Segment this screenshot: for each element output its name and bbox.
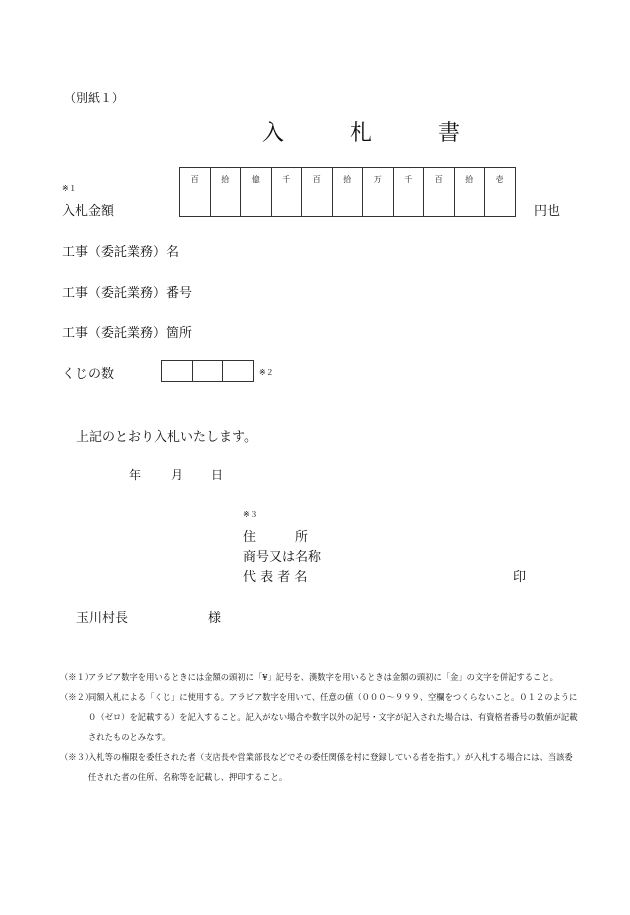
- attachment-label: （別紙１）: [64, 91, 125, 105]
- addressee-name: 玉川村長: [76, 611, 129, 626]
- company-name-label: 商号又は名称: [243, 550, 322, 565]
- digit-header: 拾: [343, 175, 352, 184]
- representative-label: 代 表 者 名: [243, 570, 308, 585]
- digit-cell[interactable]: [302, 168, 333, 217]
- footnotes: [60, 667, 580, 787]
- work-name-label: 工事（委託業務）名: [62, 245, 180, 260]
- digit-header: 千: [404, 175, 413, 184]
- digit-cell[interactable]: [485, 168, 516, 217]
- digit-cell[interactable]: [393, 168, 424, 217]
- lot-digit-cell[interactable]: [192, 361, 223, 382]
- note2-marker: ※２: [259, 368, 274, 377]
- digit-header: 拾: [465, 175, 474, 184]
- footnote-2: [60, 687, 580, 747]
- digit-cell[interactable]: [454, 168, 485, 217]
- footnote-1: [60, 667, 580, 687]
- lot-digit-cell[interactable]: [162, 361, 193, 382]
- footnote-3: [60, 747, 580, 787]
- footnote-marker: （※１）: [60, 672, 94, 682]
- lot-number-label: くじの数: [62, 367, 115, 382]
- footnote-marker: （※３）: [60, 752, 94, 762]
- addressee-honorific: 様: [208, 611, 222, 626]
- date-month: 月: [171, 468, 184, 482]
- bid-amount-grid: [179, 167, 516, 217]
- note3-marker: ※３: [243, 510, 258, 519]
- digit-cell[interactable]: [424, 168, 455, 217]
- digit-header: 百: [434, 175, 443, 184]
- lot-number-grid: [161, 360, 254, 382]
- bid-statement: 上記のとおり入札いたします。: [76, 430, 257, 445]
- digit-header: 百: [312, 175, 321, 184]
- seal-mark: 印: [513, 570, 527, 585]
- date-year: 年: [129, 468, 142, 482]
- footnote-text: 入札等の権限を委任された者（支店長や営業部長などでその委任関係を村に登録している者を指す。）が入札する場合には、当該委任された者の住所、名称等を記載し、押印すること。: [88, 752, 573, 782]
- digit-header: 拾: [221, 175, 230, 184]
- work-location-label: 工事（委託業務）箇所: [62, 326, 193, 341]
- digit-header: 壱: [495, 175, 504, 184]
- digit-header: 億: [251, 175, 260, 184]
- page-title: 入 札 書: [262, 121, 483, 146]
- digit-cell[interactable]: [210, 168, 241, 217]
- digit-cell[interactable]: [332, 168, 363, 217]
- lot-digit-cell[interactable]: [223, 361, 254, 382]
- digit-cell[interactable]: [241, 168, 272, 217]
- footnote-text: アラビア数字を用いるときには金額の頭初に「¥」記号を、漢数字を用いるときは金額の頭初に「金」の文字を併記すること。: [88, 672, 558, 682]
- digit-cell[interactable]: [180, 168, 211, 217]
- address-label: 住 所: [243, 530, 309, 545]
- digit-header: 万: [373, 175, 382, 184]
- date-day: 日: [211, 468, 224, 482]
- footnote-marker: （※２）: [60, 692, 94, 702]
- work-number-label: 工事（委託業務）番号: [62, 286, 193, 301]
- digit-header: 百: [190, 175, 199, 184]
- digit-header: 千: [282, 175, 291, 184]
- digit-cell[interactable]: [271, 168, 302, 217]
- note1-marker: ※１: [62, 184, 77, 193]
- amount-suffix: 円也: [534, 204, 561, 219]
- digit-cell[interactable]: [363, 168, 394, 217]
- footnote-text: 同額入札による「くじ」に使用する。アラビア数字を用いて、任意の値（０００～９９９、空欄をつくらないこと。０１２のように０（ゼロ）を記載する）を記入すること。記入がない場合や数字以外の記号・文字が記入された場合は、有資格者番号の数値が記載されたものとみなす。: [88, 692, 578, 742]
- bid-amount-label: 入札金額: [62, 204, 115, 219]
